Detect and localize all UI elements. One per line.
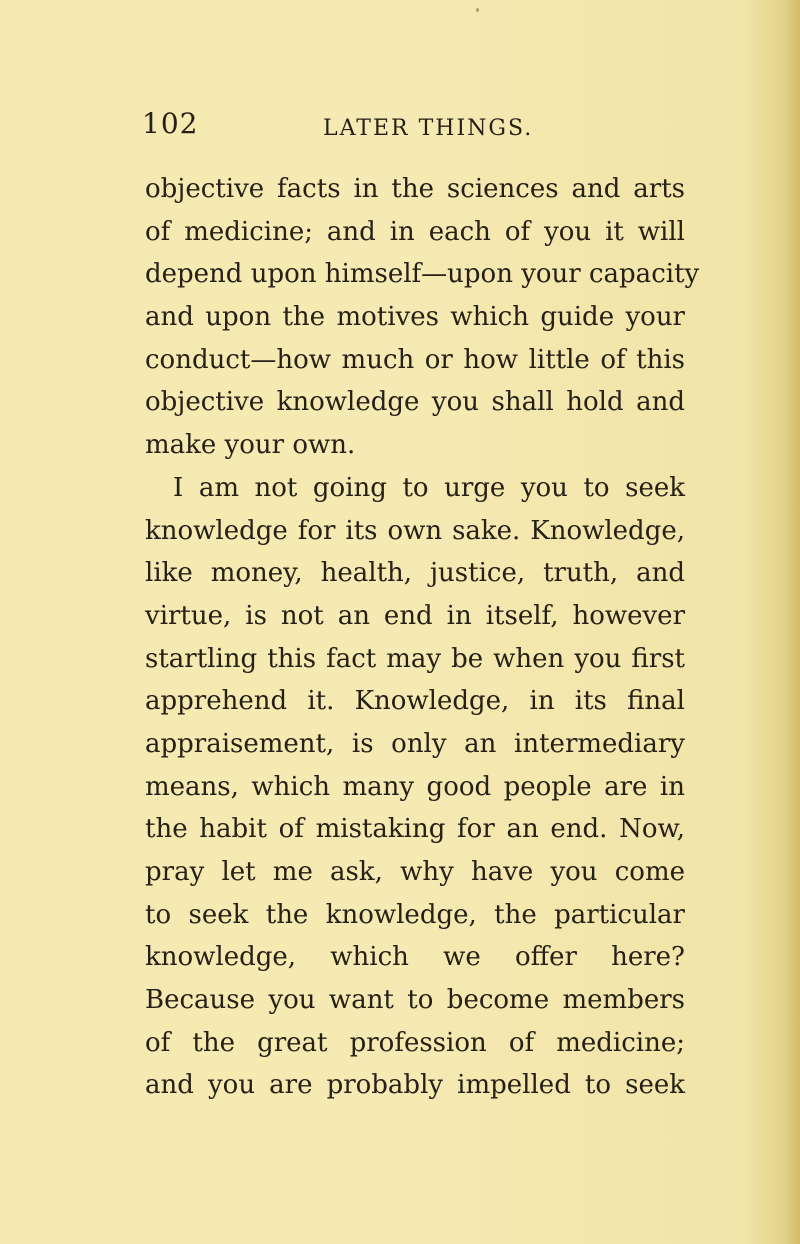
body-text xyxy=(145,168,700,1107)
paragraph-start-line: I am not going to urge you to seek xyxy=(173,472,685,503)
text-line: to seek the knowledge, the particular xyxy=(145,899,685,930)
page-number: 102 xyxy=(142,107,199,140)
text-line: depend upon himself—upon your capacity xyxy=(145,259,700,290)
text-line: startling this fact may be when you first xyxy=(145,643,685,674)
text-line: knowledge for its own sake. Knowledge, xyxy=(145,515,685,546)
text-line: Because you want to become members xyxy=(145,985,685,1016)
text-line: and upon the motives which guide your xyxy=(145,302,685,333)
text-line: virtue, is not an end in itself, however xyxy=(145,600,685,631)
text-line: of medicine; and in each of you it will xyxy=(145,216,685,247)
text-line: pray let me ask, why have you come xyxy=(145,857,685,887)
text-line: apprehend it. Knowledge, in its final xyxy=(145,686,685,717)
paper-speck xyxy=(476,8,479,12)
paragraph-end-line: make your own. xyxy=(145,430,356,461)
running-title: LATER THINGS. xyxy=(323,116,534,141)
text-line: like money, health, justice, truth, and xyxy=(145,558,685,589)
text-line: appraisement, is only an intermediary xyxy=(145,728,685,759)
page-edge-shadow xyxy=(786,0,800,1244)
text-line: the habit of mistaking for an end. Now, xyxy=(145,814,685,845)
text-line: and you are probably impelled to seek xyxy=(145,1070,685,1101)
text-line: of the great profession of medicine; xyxy=(145,1027,685,1058)
text-line: means, which many good people are in xyxy=(145,771,685,802)
text-line: knowledge, which we offer here? xyxy=(145,942,685,973)
text-line: conduct—how much or how little of this xyxy=(145,344,685,375)
text-line: objective facts in the sciences and arts xyxy=(145,174,685,204)
text-line: objective knowledge you shall hold and xyxy=(145,387,685,418)
